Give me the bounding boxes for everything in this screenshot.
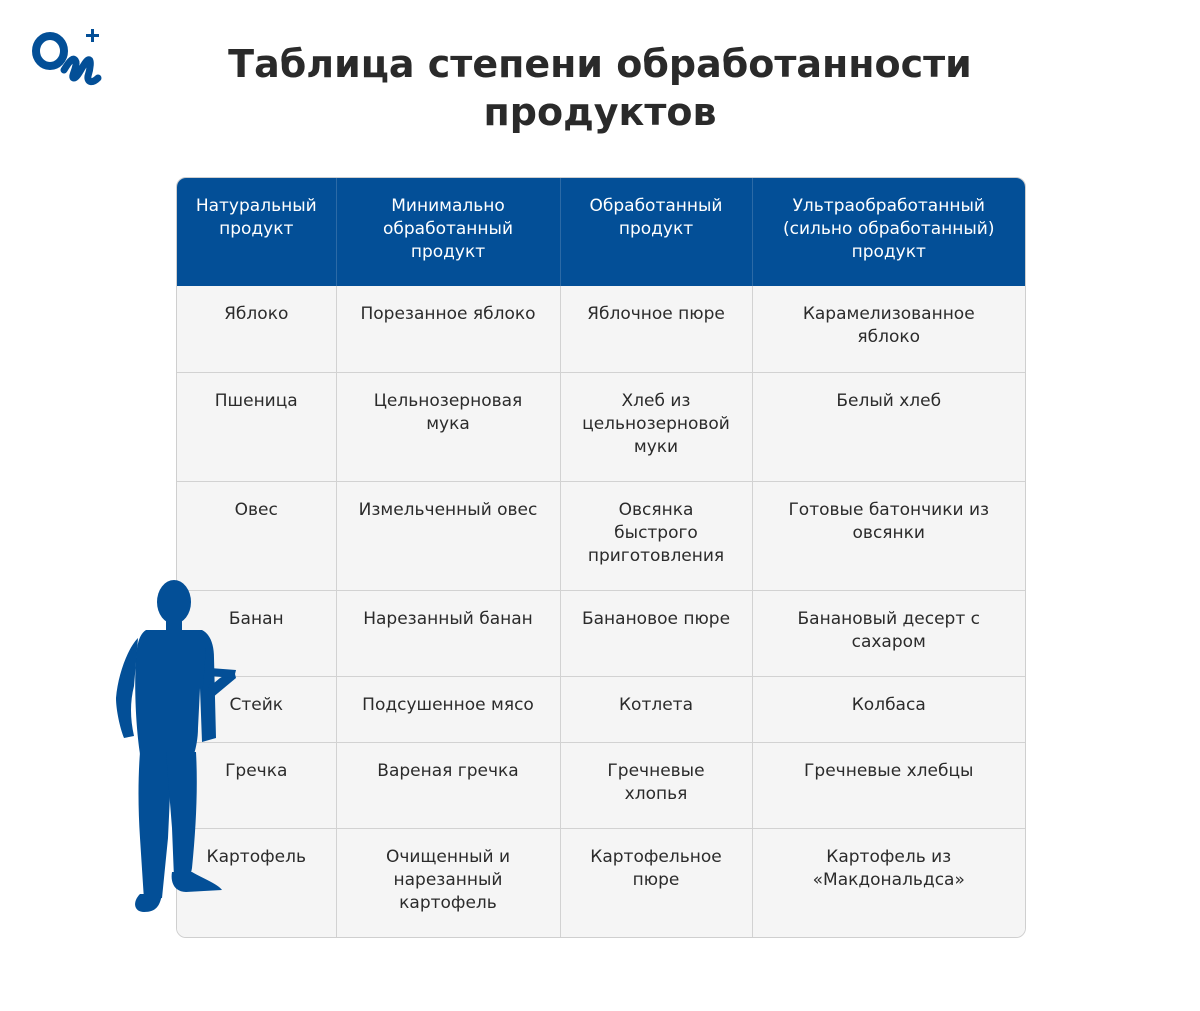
table-cell: Очищенный и нарезанный картофель xyxy=(336,828,560,937)
header-natural: Натуральный продукт xyxy=(177,178,336,286)
table-cell: Овсянка быстрого приготовления xyxy=(560,481,752,590)
page-title-line-1: Таблица степени обработанности xyxy=(228,42,972,86)
table-row xyxy=(177,481,1025,590)
table-cell: Банановый десерт с сахаром xyxy=(752,590,1025,676)
table-row xyxy=(177,742,1025,828)
table-cell: Картофель из «Макдональдса» xyxy=(752,828,1025,937)
table-cell: Хлеб из цельнозерновой муки xyxy=(560,372,752,481)
table-cell: Банан xyxy=(177,590,336,676)
table-cell: Нарезанный банан xyxy=(336,590,560,676)
table-cell: Яблочное пюре xyxy=(560,286,752,372)
table-cell: Яблоко xyxy=(177,286,336,372)
table-cell: Вареная гречка xyxy=(336,742,560,828)
table-cell: Цельнозерновая мука xyxy=(336,372,560,481)
table-cell: Подсушенное мясо xyxy=(336,676,560,742)
header-minimally-processed: Минимально обработанный продукт xyxy=(336,178,560,286)
table-row xyxy=(177,286,1025,372)
table-row xyxy=(177,590,1025,676)
table-cell: Измельченный овес xyxy=(336,481,560,590)
processing-table xyxy=(176,177,1026,938)
table-cell: Порезанное яблоко xyxy=(336,286,560,372)
page-title-line-2: продуктов xyxy=(483,90,717,134)
page-title xyxy=(150,40,1050,136)
table-cell: Гречка xyxy=(177,742,336,828)
table-cell: Готовые батончики из овсянки xyxy=(752,481,1025,590)
table-cell: Котлета xyxy=(560,676,752,742)
processing-table-grid xyxy=(177,178,1025,937)
table-cell: Белый хлеб xyxy=(752,372,1025,481)
table-row xyxy=(177,372,1025,481)
table-cell: Стейк xyxy=(177,676,336,742)
table-cell: Картофель xyxy=(177,828,336,937)
table-cell: Пшеница xyxy=(177,372,336,481)
brand-logo-icon xyxy=(30,26,106,96)
table-cell: Овес xyxy=(177,481,336,590)
table-cell: Гречневые хлопья xyxy=(560,742,752,828)
table-cell: Колбаса xyxy=(752,676,1025,742)
table-cell: Банановое пюре xyxy=(560,590,752,676)
table-cell: Картофельное пюре xyxy=(560,828,752,937)
table-cell: Карамелизованное яблоко xyxy=(752,286,1025,372)
header-processed: Обработанный продукт xyxy=(560,178,752,286)
header-ultra-processed: Ультраобработанный (сильно обработанный) продукт xyxy=(752,178,1025,286)
table-cell: Гречневые хлебцы xyxy=(752,742,1025,828)
person-silhouette-icon xyxy=(110,578,240,913)
table-row xyxy=(177,676,1025,742)
table-row xyxy=(177,828,1025,937)
table-header-row xyxy=(177,178,1025,286)
